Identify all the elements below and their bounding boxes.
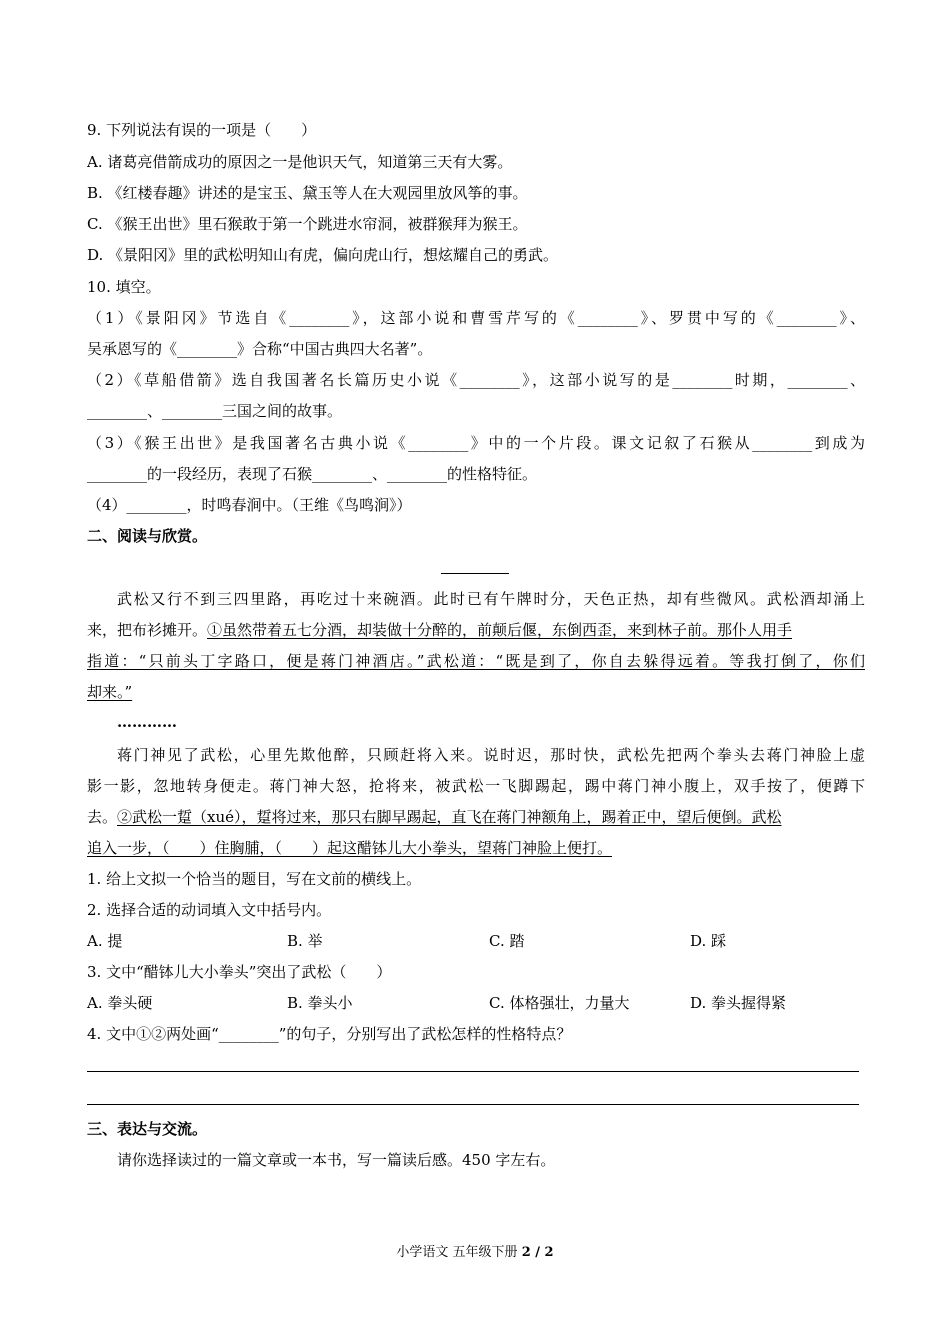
subquestion-2: 2. 选择合适的动词填入文中括号内。: [87, 901, 332, 919]
q9-option-a: A. 诸葛亮借箭成功的原因之一是他识天气，知道第三天有大雾。: [87, 153, 513, 171]
subquestion-2-option-a: A. 提: [87, 932, 123, 950]
q9-option-b: B. 《红楼春趣》讲述的是宝玉、黛玉等人在大观园里放风筝的事。: [87, 184, 528, 202]
underlined-sentence-1-end: 却来。”: [87, 683, 133, 701]
underlined-sentence-2-start: ②武松一踅（xué），踅将过来，那只右脚早踢起，直飞在蒋门神额角上，踢着正中，望后便倒。武松: [117, 808, 782, 826]
q9-option-c: C. 《猴王出世》里石猴敢于第一个跳进水帘洞，被群猴拜为猴王。: [87, 215, 528, 233]
underlined-sentence-1-start: ①虽然带着五七分酒，却装做十分醉的，前颠后偃，东倒西歪，来到林子前。那仆人用手: [207, 621, 793, 639]
q9-option-d: D. 《景阳冈》里的武松明知山有虎，偏向虎山行，想炫耀自己的勇武。: [87, 246, 559, 264]
subquestion-2-option-d: D. 踩: [690, 932, 727, 950]
subquestion-1: 1. 给上文拟一个恰当的题目，写在文前的横线上。: [87, 870, 422, 888]
passage2-line3-plain: 去。: [87, 808, 118, 826]
subquestion-2-option-b: B. 举: [287, 932, 323, 950]
passage2-line2: 影一影，忽地转身便走。蒋门神大怒，抢将来，被武松一飞脚踢起，踢中蒋门神小腹上，双手按了，便蹲下: [87, 777, 865, 795]
page-number: 2 / 2: [521, 1245, 554, 1260]
q10-part2-line1: （2）《草船借箭》选自我国著名长篇历史小说《________》，这部小说写的是________时期，________、: [87, 371, 865, 389]
q10-part3-line2: ________的一段经历，表现了石猴________、________的性格特征。: [87, 465, 538, 483]
footer-text: 小学语文 五年级下册: [396, 1245, 522, 1260]
subquestion-3-option-a: A. 拳头硬: [87, 994, 153, 1012]
underlined-sentence-2-end: 追入一步，（ ）住胸脯，（ ）起这醋钵儿大小拳头，望蒋门神脸上便打。: [87, 839, 613, 857]
passage-title-blank: [441, 573, 509, 574]
q10-stem: 10. 填空。: [87, 278, 161, 296]
subquestion-4: 4. 文中①②两处画“________”的句子，分别写出了武松怎样的性格特点？: [87, 1025, 572, 1043]
passage1-line1: 武松又行不到三四里路，再吃过十来碗酒。此时已有午牌时分，天色正热，却有些微风。武松酒却涌上: [117, 590, 865, 608]
answer-line-1: [87, 1071, 859, 1072]
page-footer: [0, 1244, 950, 1262]
q10-part4: （4）________，时鸣春涧中。（王维《鸟鸣涧》）: [87, 496, 412, 514]
passage2-line3: [87, 807, 865, 827]
passage1-line2: [87, 620, 865, 640]
subquestion-3-option-d: D. 拳头握得紧: [690, 994, 787, 1012]
section3-prompt: 请你选择读过的一篇文章或一本书，写一篇读后感。450 字左右。: [117, 1151, 556, 1169]
passage1-line2-plain: 来，把布衫摊开。: [87, 621, 208, 639]
q10-part3-line1: （3）《猴王出世》是我国著名古典小说《________》中的一个片段。课文记叙了石猴从________到成为: [87, 434, 865, 452]
subquestion-2-option-c: C. 踏: [489, 932, 525, 950]
section2-heading: 二、阅读与欣赏。: [87, 527, 208, 545]
passage2-line1: 蒋门神见了武松，心里先欺他醉，只顾赶将入来。说时迟，那时快，武松先把两个拳头去蒋门神脸上虚: [117, 746, 865, 764]
subquestion-3-option-c: C. 体格强壮，力量大: [489, 994, 630, 1012]
passage-ellipsis: …………: [117, 713, 177, 731]
subquestion-3: 3. 文中“醋钵儿大小拳头”突出了武松（ ）: [87, 963, 392, 981]
q10-part1-line1: （1）《景阳冈》节选自《________》，这部小说和曹雪芹写的《________》、罗贯中写的《________》、: [87, 309, 865, 327]
underlined-sentence-1-cont: 指道：“只前头丁字路口，便是蒋门神酒店。”武松道：“既是到了，你自去躲得远着。等我打倒了，你们: [87, 652, 865, 670]
section3-heading: 三、表达与交流。: [87, 1120, 208, 1138]
passage2-line4: [87, 838, 865, 858]
passage1-line4: [87, 682, 865, 702]
subquestion-3-option-b: B. 拳头小: [287, 994, 353, 1012]
q10-part1-line2: 吴承恩写的《________》合称“中国古典四大名著”。: [87, 340, 433, 358]
answer-line-2: [87, 1104, 859, 1105]
q9-stem: 9. 下列说法有误的一项是（ ）: [87, 121, 317, 139]
q10-part2-line2: ________、________三国之间的故事。: [87, 402, 343, 420]
